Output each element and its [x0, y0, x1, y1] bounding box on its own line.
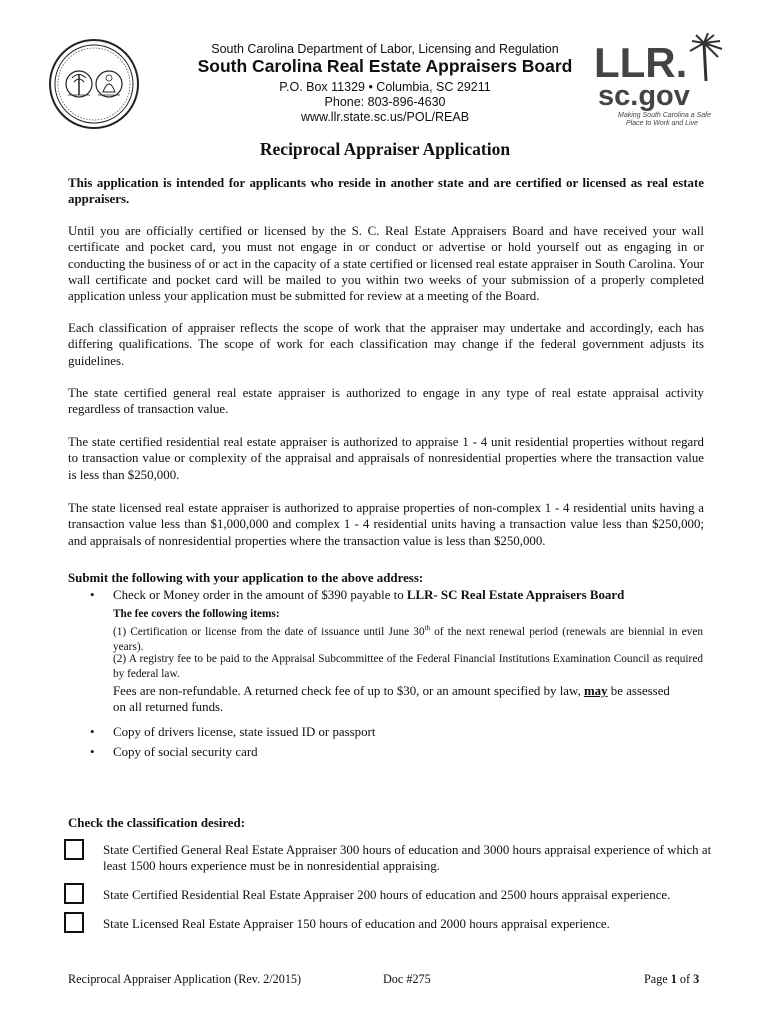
ssc-requirement: Copy of social security card: [113, 745, 258, 759]
paragraph-certified-general: The state certified general real estate appraiser is authorized to engage in any type of real estate appraisal activity regardless of transaction value.: [68, 386, 704, 417]
department-name: South Carolina Department of Labor, Licensing and Regulation: [211, 42, 559, 56]
bullet-icon: •: [90, 745, 95, 759]
submit-heading: Submit the following with your application to the above address:: [68, 571, 424, 585]
payee-name: LLR- SC Real Estate Appraisers Board: [406, 588, 625, 602]
palmetto-tree-icon: [690, 33, 722, 81]
logo-domain-text: sc.gov: [598, 80, 690, 112]
fee-heading: The fee covers the following items:: [113, 608, 280, 620]
paragraph-certification-notice: Until you are officially certified or licensed by the S. C. Real Estate Appraisers Board and have received your wall certificate and pocket card, you must not engage in or conduct or advertise or hold yourself out as engaging in or conducting the business of or act in the capacity of a state certified or licensed real estate appraiser in South Carolina. Your wall certificate and pocket card will be mailed to you within two weeks of your submission of a properly completed application unless your application must be submitted for review at a meeting of the Board.: [68, 224, 704, 304]
bullet-icon: •: [90, 725, 95, 739]
checkbox-certified-general[interactable]: [64, 839, 84, 860]
checkbox-certified-residential[interactable]: [64, 883, 84, 904]
payment-item: Check or Money order in the amount of $390 payable to LLR- SC Real Estate Appraisers Board: [113, 588, 625, 602]
fee-item-1: (1) Certification or license from the date of issuance until June 30th of the next renewal period (renewals are biennial in even years).: [113, 624, 703, 653]
option-certified-general: State Certified General Real Estate Appraiser 300 hours of education and 3000 hours appraisal experience of which at least 1500 hours experience must be in nonresidential appraising.: [103, 843, 712, 874]
board-address: P.O. Box 11329 • Columbia, SC 29211: [279, 80, 491, 94]
logo-tagline-2: Place to Work and Live: [626, 120, 698, 127]
intro-statement: This application is intended for applicants who reside in another state and are certified or licensed as real estate appraisers.: [68, 176, 704, 207]
llr-logo: [592, 33, 732, 131]
paragraph-certified-residential: The state certified residential real estate appraiser is authorized to appraise 1 - 4 unit residential properties without regard to transaction value or complexity of the appraisal and appraisals of nonresidential properties where the transaction value is less than $250,000.: [68, 435, 704, 482]
logo-tagline-1: Making South Carolina a Safe: [618, 112, 711, 119]
paragraph-classifications: Each classification of appraiser reflects the scope of work that the appraiser may undertake and accordingly, each has differing qualifications. The scope of work for each classification may change if the federal government adjusts its guidelines.: [68, 321, 704, 368]
classification-heading: Check the classification desired:: [68, 816, 245, 830]
state-seal-icon: [48, 38, 140, 130]
page-title: Reciprocal Appraiser Application: [259, 139, 511, 159]
paragraph-licensed: The state licensed real estate appraiser is authorized to appraise properties of non-complex 1 - 4 residential units having a transaction value less than $1,000,000 and complex 1 - 4 residential units having a transaction value less than $250,000; and appraisals of nonresidential properties where the transaction value is less than $250,000.: [68, 501, 704, 548]
refund-policy: Fees are non-refundable. A returned check fee of up to $30, or an amount specified by law, may be assessed on all returned funds.: [113, 684, 670, 715]
board-name: South Carolina Real Estate Appraisers Board: [197, 56, 573, 76]
board-website: www.llr.state.sc.us/POL/REAB: [300, 110, 470, 124]
logo-main-text: LLR.: [594, 39, 688, 86]
bullet-icon: •: [90, 588, 95, 602]
board-phone: Phone: 803-896-4630: [324, 95, 446, 109]
checkbox-licensed[interactable]: [64, 912, 84, 933]
id-requirement: Copy of drivers license, state issued ID or passport: [113, 725, 376, 739]
option-certified-residential: State Certified Residential Real Estate Appraiser 200 hours of education and 2500 hours appraisal experience.: [103, 888, 671, 902]
footer-doc-number: Doc #275: [383, 972, 431, 986]
option-licensed: State Licensed Real Estate Appraiser 150 hours of education and 2000 hours appraisal experience.: [103, 917, 610, 931]
footer-page-number: Page 1 of 3: [644, 972, 700, 986]
fee-item-2: (2) A registry fee to be paid to the Appraisal Subcommittee of the Federal Financial Institutions Examination Council as required by federal law.: [113, 653, 703, 680]
footer-form-name: Reciprocal Appraiser Application (Rev. 2/2015): [68, 972, 302, 986]
